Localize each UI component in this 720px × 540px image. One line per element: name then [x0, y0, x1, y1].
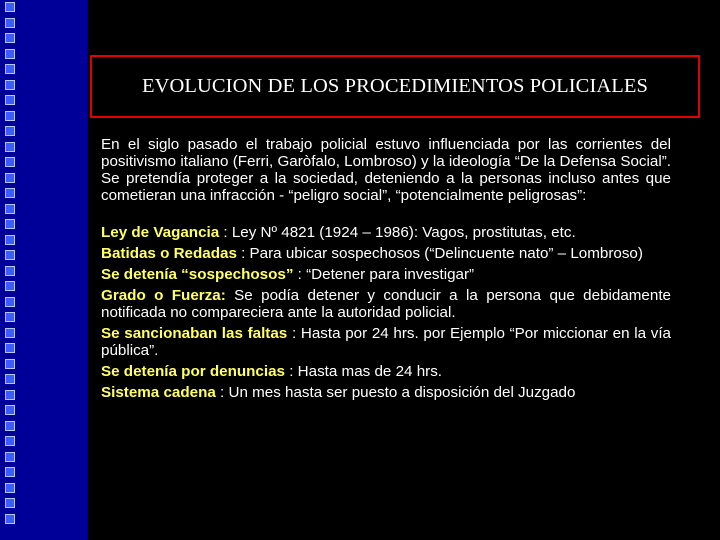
square-bullet-decoration: [5, 142, 15, 152]
list-item: [101, 287, 671, 321]
item-text: : Hasta por 24 hrs. por Ejemplo “Por miccionar en la vía pública”.: [101, 325, 671, 359]
slide-content: [101, 136, 671, 405]
square-bullet-decoration: [5, 405, 15, 415]
square-bullet-decoration: [5, 95, 15, 105]
list-item: [101, 325, 671, 359]
item-term: Se detenía por denuncias: [101, 363, 285, 380]
square-bullet-decoration: [5, 359, 15, 369]
square-bullet-decoration: [5, 188, 15, 198]
square-bullet-decoration: [5, 328, 15, 338]
square-bullet-decoration: [5, 250, 15, 260]
square-bullet-decoration: [5, 204, 15, 214]
item-text: : Un mes hasta ser puesto a disposición del Juzgado: [215, 384, 576, 401]
square-bullet-decoration: [5, 297, 15, 307]
list-item: [101, 384, 671, 401]
square-bullet-decoration: [5, 219, 15, 229]
square-bullet-decoration: [5, 374, 15, 384]
list-item: [101, 363, 671, 380]
item-text: : Para ubicar sospechosos (“Delincuente nato” – Lombroso): [236, 245, 643, 262]
list-item: [101, 224, 671, 241]
item-list: [101, 224, 671, 401]
square-bullet-decoration: [5, 157, 15, 167]
square-bullet-decoration: [5, 2, 15, 12]
item-term: Sistema cadena: [101, 384, 216, 401]
square-bullet-decoration: [5, 80, 15, 90]
square-bullet-decoration: [5, 18, 15, 28]
square-bullet-decoration: [5, 33, 15, 43]
item-term: Grado o Fuerza:: [101, 287, 226, 304]
square-bullet-decoration: [5, 390, 15, 400]
item-term: Ley de Vagancia: [101, 224, 220, 241]
item-text: : “Detener para investigar”: [293, 266, 475, 283]
square-bullet-decoration: [5, 281, 15, 291]
square-bullet-decoration: [5, 343, 15, 353]
title-box: [90, 55, 700, 118]
item-term: Se detenía “sospechosos”: [101, 266, 294, 283]
square-bullet-decoration: [5, 235, 15, 245]
slide-title: EVOLUCION DE LOS PROCEDIMIENTOS POLICIALES: [141, 75, 649, 97]
intro-paragraph: En el siglo pasado el trabajo policial estuvo influenciada por las corrientes del positivismo italiano (Ferri, Garòfalo, Lombroso) y la ideología “De la Defensa Social”. Se pretendía proteger a la sociedad, deteniendo a la personas incluso antes que cometieran una infracción - “peligro social”, “potencialmente peligrosas”:: [101, 136, 671, 204]
square-bullet-decoration: [5, 421, 15, 431]
square-bullet-decoration: [5, 483, 15, 493]
square-bullet-decoration: [5, 514, 15, 524]
square-bullet-decoration: [5, 498, 15, 508]
square-bullet-decoration: [5, 266, 15, 276]
square-bullet-decoration: [5, 64, 15, 74]
square-bullets-column: [5, 2, 17, 529]
square-bullet-decoration: [5, 452, 15, 462]
square-bullet-decoration: [5, 312, 15, 322]
square-bullet-decoration: [5, 436, 15, 446]
item-text: : Ley Nº 4821 (1924 – 1986): Vagos, prostitutas, etc.: [219, 224, 576, 241]
item-term: Batidas o Redadas: [101, 245, 237, 262]
square-bullet-decoration: [5, 173, 15, 183]
item-text: Se podía detener y conducir a la persona que debidamente notificada no compareciera ante la autoridad policial.: [101, 287, 671, 321]
sidebar-decoration: [0, 0, 87, 540]
square-bullet-decoration: [5, 49, 15, 59]
square-bullet-decoration: [5, 111, 15, 121]
square-bullet-decoration: [5, 467, 15, 477]
item-term: Se sancionaban las faltas: [101, 325, 288, 342]
square-bullet-decoration: [5, 126, 15, 136]
item-text: : Hasta mas de 24 hrs.: [285, 363, 443, 380]
list-item: [101, 266, 671, 283]
list-item: [101, 245, 671, 262]
